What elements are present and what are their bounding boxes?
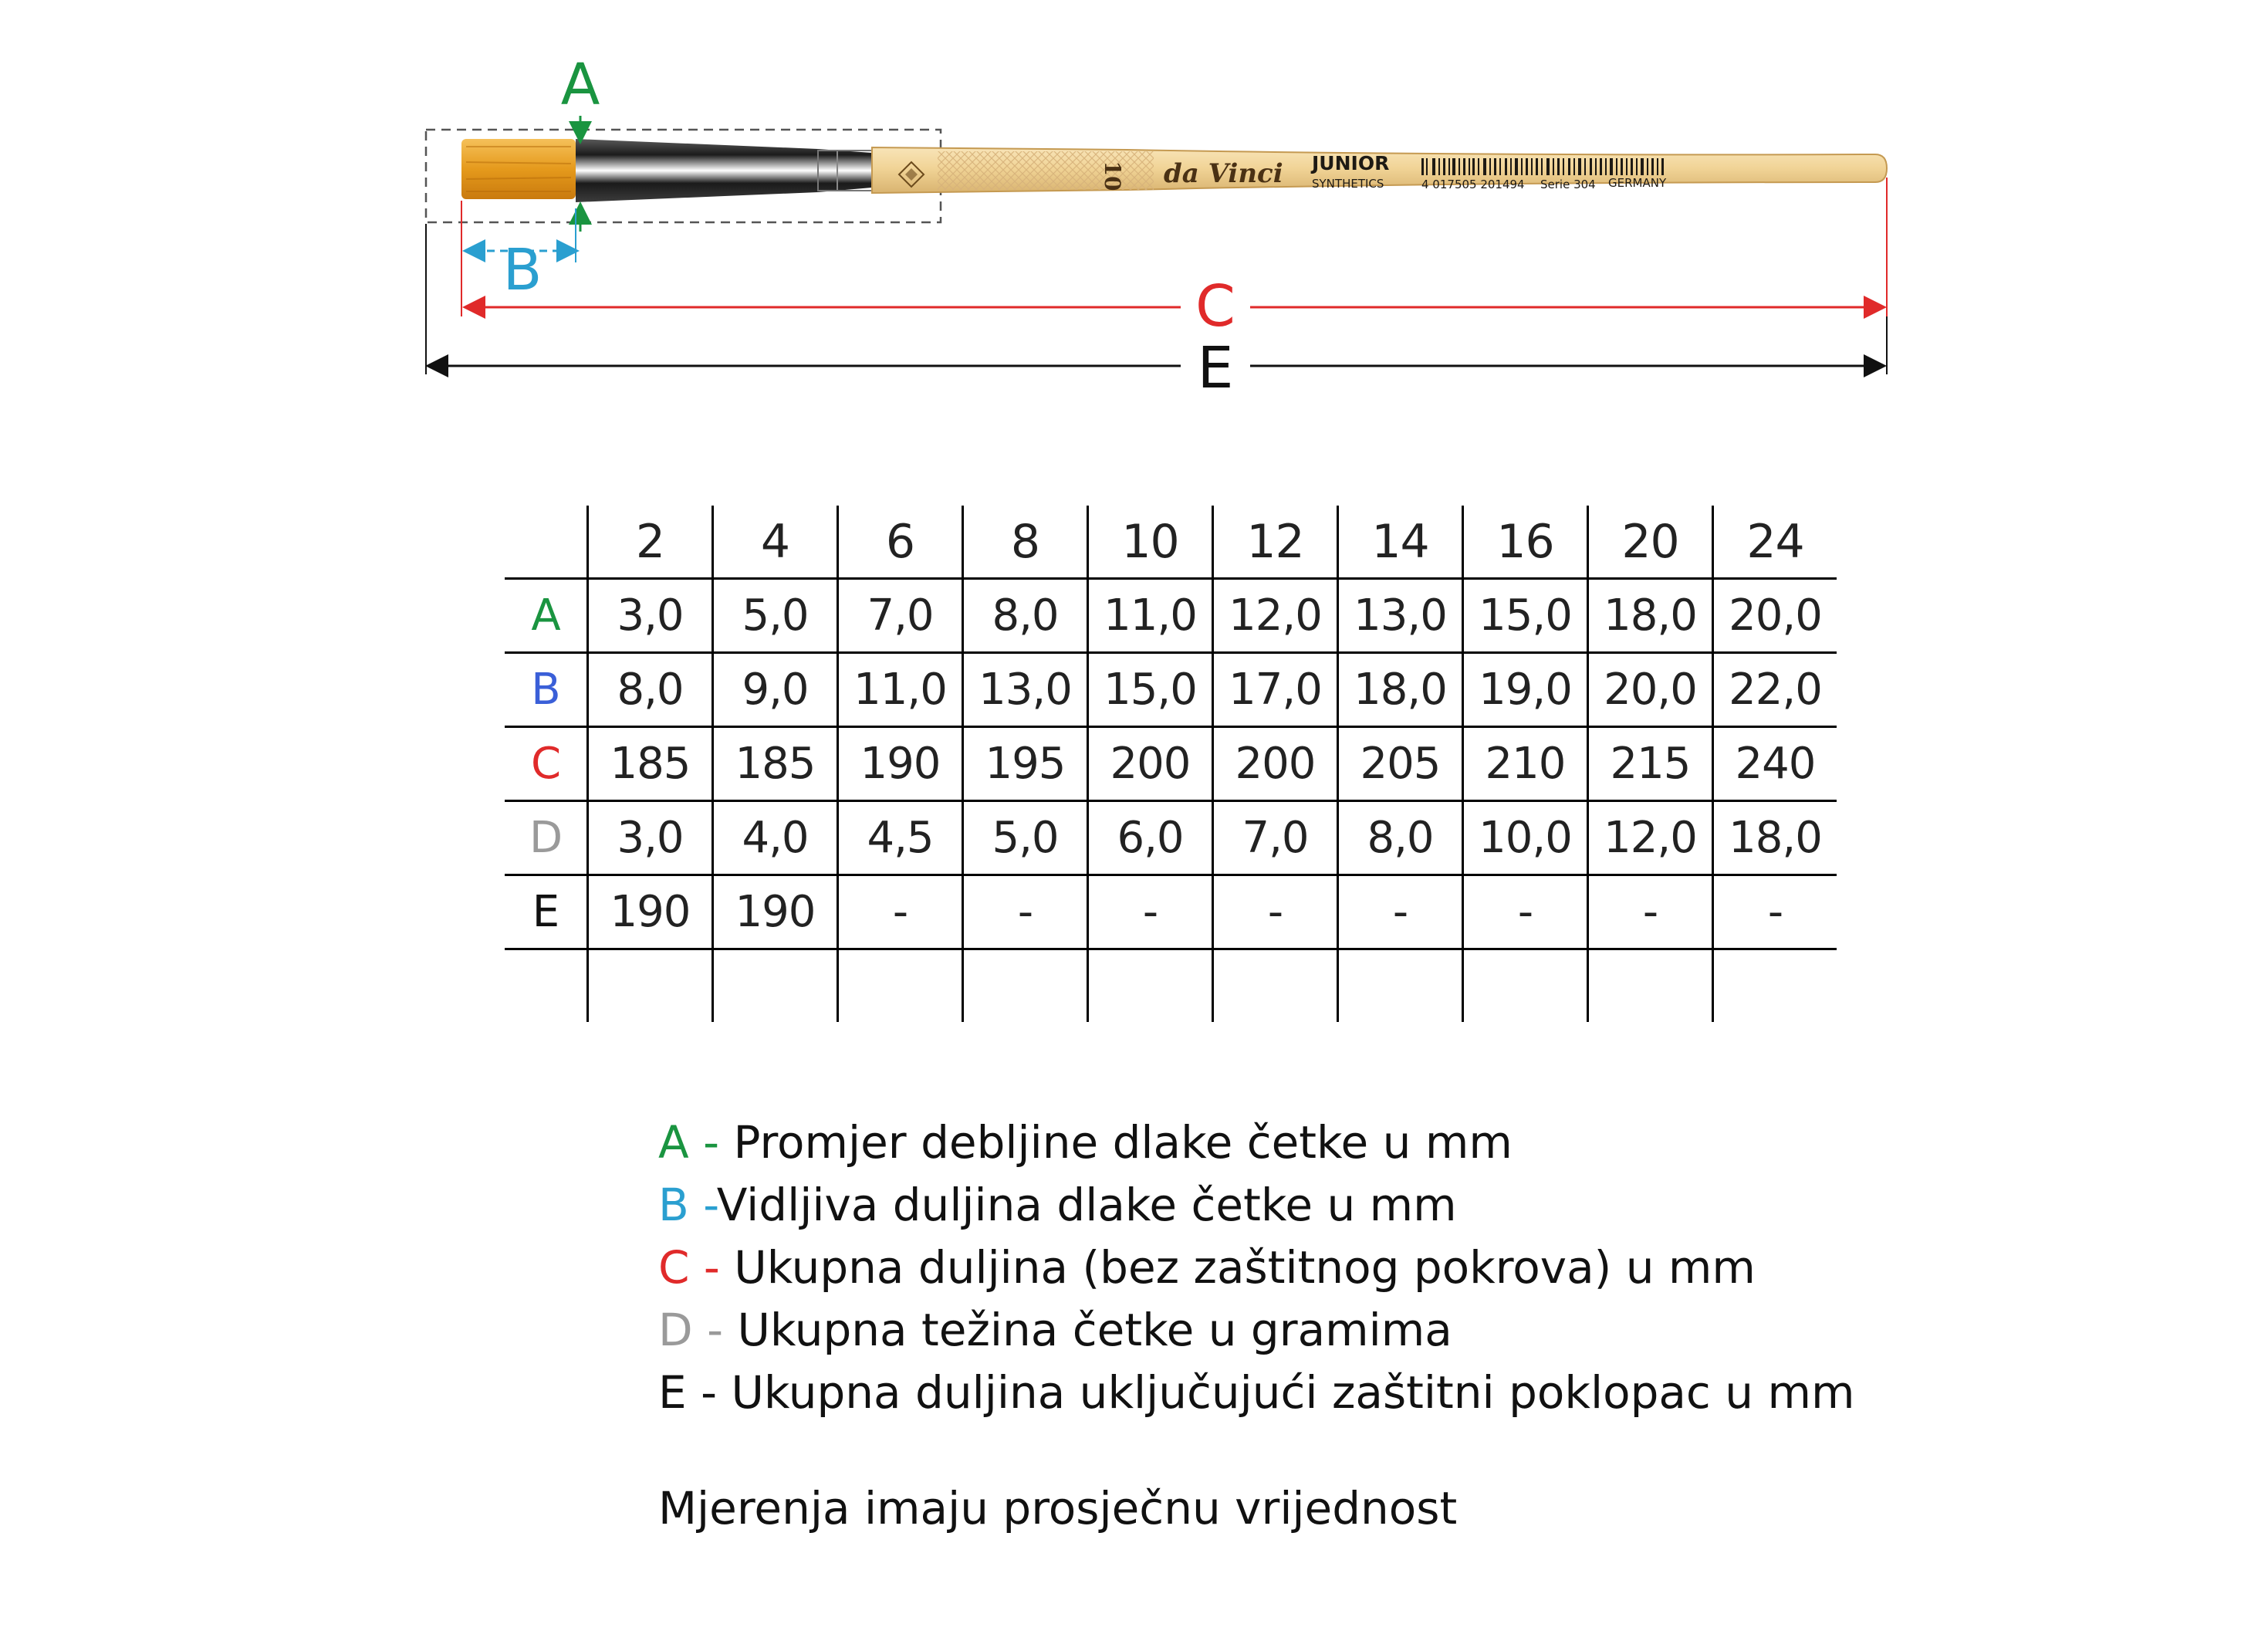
table-cell	[1713, 949, 1837, 1023]
table-cell: 215	[1588, 727, 1713, 801]
table-cell: 11,0	[1088, 579, 1213, 653]
table-cell: -	[1088, 875, 1213, 949]
table-cell	[1588, 949, 1713, 1023]
header-size-14: 14	[1338, 506, 1463, 579]
brush-bristles	[461, 139, 576, 199]
brush-ferrule	[576, 139, 872, 202]
header-size-20: 20	[1588, 506, 1713, 579]
table-cell: -	[1338, 875, 1463, 949]
brush-barcode-number: 4 017505 201494	[1421, 178, 1525, 191]
table-cell: 4,0	[713, 801, 838, 875]
table-row-e	[505, 875, 1837, 949]
table-cell: 19,0	[1463, 653, 1588, 727]
header-size-4: 4	[713, 506, 838, 579]
table-cell: -	[1213, 875, 1338, 949]
measurement-note: Mjerenja imaju prosječnu vrijednost	[658, 1482, 1458, 1534]
legend-text-a: Promjer debljine dlake četke u mm	[719, 1116, 1513, 1169]
table-cell: -	[963, 875, 1088, 949]
table-cell: 15,0	[1463, 579, 1588, 653]
header-size-8: 8	[963, 506, 1088, 579]
legend-text-b: Vidljiva duljina dlake četke u mm	[716, 1179, 1457, 1231]
legend-item-d	[658, 1299, 1854, 1362]
table-row-b	[505, 653, 1837, 727]
legend-key-d: D -	[658, 1304, 724, 1356]
table-cell: 15,0	[1088, 653, 1213, 727]
brush-serie: Serie 304	[1540, 178, 1596, 191]
table-cell: 210	[1463, 727, 1588, 801]
dimension-b-label: B	[502, 237, 542, 303]
table-cell: 7,0	[1213, 801, 1338, 875]
table-cell: 185	[588, 727, 713, 801]
table-row-empty	[505, 949, 1837, 1023]
header-size-12: 12	[1213, 506, 1338, 579]
table-cell: 190	[838, 727, 963, 801]
table-cell: 5,0	[963, 801, 1088, 875]
legend-key-e: E -	[658, 1366, 718, 1419]
dimension-legend	[658, 1111, 1854, 1424]
table-cell: 240	[1713, 727, 1837, 801]
header-size-6: 6	[838, 506, 963, 579]
table-row-a	[505, 579, 1837, 653]
header-size-24: 24	[1713, 506, 1837, 579]
header-size-16: 16	[1463, 506, 1588, 579]
table-cell: 6,0	[1088, 801, 1213, 875]
table-cell: 22,0	[1713, 653, 1837, 727]
table-cell: -	[1588, 875, 1713, 949]
header-corner	[505, 506, 588, 579]
table-cell: 7,0	[838, 579, 963, 653]
brush-brand-logo: da Vinci	[1164, 158, 1283, 189]
table-row-d	[505, 801, 1837, 875]
table-cell	[1213, 949, 1338, 1023]
table-cell: 4,5	[838, 801, 963, 875]
table-cell: 20,0	[1713, 579, 1837, 653]
row-label-a: A	[505, 579, 588, 653]
legend-item-e	[658, 1362, 1854, 1424]
brush-subline: SYNTHETICS	[1312, 177, 1384, 191]
table-cell: 18,0	[1338, 653, 1463, 727]
table-cell: 13,0	[1338, 579, 1463, 653]
brush-country: GERMANY	[1608, 176, 1667, 190]
legend-text-e: Ukupna duljina uključujući zaštitni poklopac u mm	[717, 1366, 1855, 1419]
legend-item-b	[658, 1174, 1854, 1237]
table-cell: 8,0	[588, 653, 713, 727]
row-label-c: C	[505, 727, 588, 801]
legend-key-a: A -	[658, 1116, 720, 1169]
legend-key-b: B -	[658, 1179, 717, 1231]
brush-line-name: JUNIOR	[1312, 152, 1390, 174]
table-row-c	[505, 727, 1837, 801]
dimension-c-label: C	[1195, 273, 1235, 340]
row-label-d: D	[505, 801, 588, 875]
header-size-10: 10	[1088, 506, 1213, 579]
legend-key-c: C -	[658, 1241, 720, 1294]
dimension-a-label: A	[560, 52, 600, 118]
table-cell: 3,0	[588, 801, 713, 875]
table-cell: 10,0	[1463, 801, 1588, 875]
table-cell: 190	[588, 875, 713, 949]
table-cell: 5,0	[713, 579, 838, 653]
table-cell: 17,0	[1213, 653, 1338, 727]
table-cell: 18,0	[1588, 579, 1713, 653]
table-cell: 13,0	[963, 653, 1088, 727]
table-cell	[1338, 949, 1463, 1023]
table-cell: 8,0	[1338, 801, 1463, 875]
table-header-row	[505, 506, 1837, 579]
table-cell: 18,0	[1713, 801, 1837, 875]
table-cell: -	[1463, 875, 1588, 949]
table-cell: 185	[713, 727, 838, 801]
brush-size-table	[505, 506, 1837, 1022]
table-cell: 20,0	[1588, 653, 1713, 727]
table-cell	[588, 949, 713, 1023]
table-cell: 12,0	[1213, 579, 1338, 653]
legend-text-c: Ukupna duljina (bez zaštitnog pokrova) u mm	[719, 1241, 1756, 1294]
row-label-e: E	[505, 875, 588, 949]
table-cell: -	[838, 875, 963, 949]
table-cell	[963, 949, 1088, 1023]
table-cell: 205	[1338, 727, 1463, 801]
table-cell: 190	[713, 875, 838, 949]
table-cell: 9,0	[713, 653, 838, 727]
table-cell: 200	[1088, 727, 1213, 801]
row-label-b: B	[505, 653, 588, 727]
brush-dimension-diagram	[0, 0, 2268, 432]
legend-item-c	[658, 1237, 1854, 1299]
table-cell	[838, 949, 963, 1023]
table-cell: 200	[1213, 727, 1338, 801]
table-cell: 195	[963, 727, 1088, 801]
table-cell: 8,0	[963, 579, 1088, 653]
table-cell: 11,0	[838, 653, 963, 727]
table-cell: 3,0	[588, 579, 713, 653]
table-cell	[1088, 949, 1213, 1023]
table-cell	[505, 949, 588, 1023]
legend-text-d: Ukupna težina četke u gramima	[723, 1304, 1452, 1356]
table-cell: -	[1713, 875, 1837, 949]
table-cell: 12,0	[1588, 801, 1713, 875]
table-cell	[1463, 949, 1588, 1023]
legend-item-a	[658, 1111, 1854, 1174]
table-cell	[713, 949, 838, 1023]
brush-size-mark: 10	[1100, 161, 1125, 191]
dimension-e-label: E	[1197, 335, 1234, 401]
header-size-2: 2	[588, 506, 713, 579]
